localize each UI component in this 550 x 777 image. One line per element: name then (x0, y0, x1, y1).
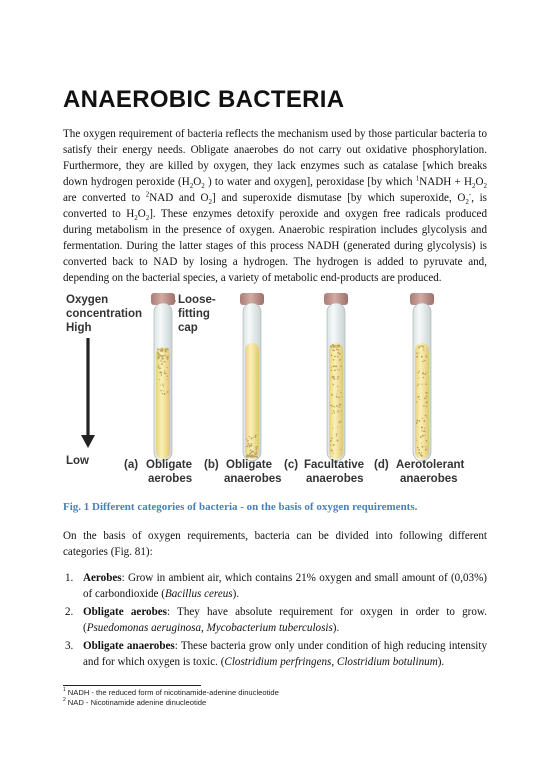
footnotes (63, 688, 279, 708)
tube-name-line1: Obligate (146, 459, 193, 471)
colony-dot (421, 452, 422, 453)
colony-dot (337, 440, 339, 442)
colony-dot (339, 369, 340, 370)
colony-dot (163, 358, 164, 359)
colony-dot (162, 361, 163, 362)
colony-dot (167, 375, 169, 377)
colony-dot (161, 348, 162, 349)
tube-name-line1: Facultative (304, 459, 365, 471)
colony-dot (332, 344, 334, 346)
species-name: Psuedomonas aeruginosa (86, 622, 202, 634)
colony-dot (418, 449, 420, 451)
colony-dot (424, 430, 426, 432)
colony-dot (164, 393, 165, 394)
tube-caption-a (124, 459, 192, 485)
colony-dot (337, 356, 339, 358)
colony-dot (253, 437, 254, 438)
colony-dot (421, 454, 422, 455)
colony-dot (418, 346, 420, 348)
colony-dot (167, 391, 169, 393)
list-text: : Grow in ambient air, which contains 21% oxygen and small amount of (0,03%) of carbondioxide ( (83, 572, 487, 600)
list-sep: , (331, 656, 337, 668)
intro-text: NAD and O (149, 192, 209, 205)
list-term: Obligate anaerobes (83, 640, 175, 652)
colony-dot (333, 444, 335, 446)
tube-name-line1: Aerotolerant (396, 459, 465, 471)
footnote-1 (63, 688, 279, 698)
colony-dot (417, 372, 418, 373)
colony-dot (418, 452, 420, 454)
colony-dot (426, 417, 427, 418)
colony-dot (159, 368, 160, 369)
subscript: 2 (189, 182, 194, 191)
list-text: : They have absolute requirement for oxygen in order to grow. ( (83, 606, 487, 634)
colony-dot (423, 377, 425, 379)
colony-dot (338, 349, 340, 351)
colony-dot (249, 446, 251, 448)
colony-dot (162, 393, 163, 394)
colony-dot (333, 349, 335, 351)
list-number: 2. (65, 606, 74, 618)
colony-dot (336, 396, 338, 398)
subscript: 2 (201, 182, 205, 191)
colony-dot (160, 368, 161, 369)
colony-dot (426, 392, 428, 394)
colony-dot (247, 440, 249, 442)
colony-dot (340, 365, 342, 367)
colony-dot (420, 436, 422, 438)
colony-dot (331, 413, 332, 414)
figure-caption: Fig. 1 Different categories of bacteria - on the basis of oxygen requirements. (63, 501, 418, 513)
colony-dot (423, 350, 424, 351)
colony-dot (330, 440, 332, 442)
tube-caption-c (284, 459, 364, 485)
colony-dot (336, 435, 337, 436)
colony-dot (165, 373, 167, 375)
colony-dot (421, 430, 422, 431)
list-item (63, 570, 487, 602)
colony-dot (426, 447, 427, 448)
colony-dot (417, 396, 419, 398)
page-title: ANAEROBIC BACTERIA (63, 86, 345, 113)
footnote-2 (63, 698, 279, 708)
colony-dot (255, 437, 256, 438)
categories-paragraph: On the basis of oxygen requirements, bacteria can be divided into following different categories (Fig. 81): (63, 530, 487, 558)
colony-dot (337, 347, 338, 348)
intro-text: ] and superoxide dismutase [by which superoxide, O (212, 192, 466, 205)
colony-dot (421, 356, 423, 358)
colony-dot (331, 355, 333, 357)
colony-dot (422, 345, 424, 347)
high-label: High (66, 322, 92, 334)
colony-dot (425, 415, 427, 417)
colony-dot (424, 360, 425, 361)
colony-dot (158, 365, 159, 366)
colony-dot (255, 434, 257, 436)
colony-dot (427, 402, 428, 403)
colony-dot (255, 451, 257, 453)
tube-c (324, 293, 348, 461)
cap-label-2: fitting (178, 308, 210, 320)
tube-name-line2: aerobes (148, 473, 193, 485)
low-label: Low (66, 455, 89, 467)
colony-dot (425, 446, 426, 447)
colony-dot (160, 360, 161, 361)
colony-dot (416, 440, 417, 441)
intro-text: NADH + H (419, 176, 472, 189)
tube-a (151, 293, 175, 461)
subscript: 2 (134, 214, 138, 223)
footnote-mark: 1 (63, 687, 66, 694)
colony-dot (337, 386, 338, 387)
colony-dot (423, 420, 425, 422)
colony-dot (419, 371, 420, 372)
colony-dot (249, 436, 250, 437)
colony-dot (166, 379, 167, 380)
colony-dot (254, 453, 255, 454)
colony-dot (341, 411, 342, 412)
colony-dot (340, 421, 341, 422)
colony-dot (334, 412, 335, 413)
list-term: Obligate aerobes (83, 606, 167, 618)
colony-dot (330, 456, 331, 457)
colony-dot (163, 385, 164, 386)
colony-dot (160, 385, 161, 386)
colony-dot (254, 455, 256, 457)
colony-dot (416, 422, 418, 424)
colony-dot (422, 418, 423, 419)
colony-dot (332, 349, 333, 350)
colony-dot (256, 456, 258, 458)
colony-dot (246, 438, 247, 439)
colony-dot (339, 353, 341, 355)
colony-dot (165, 348, 166, 349)
colony-dot (424, 435, 425, 436)
colony-dot (160, 350, 162, 352)
colony-dot (250, 451, 251, 452)
colony-dot (157, 352, 159, 354)
intro-text: ]. These enzymes detoxify peroxide and oxygen free radicals produced during metabolism in the presence of oxygen. Anaerobic respiration includes glycolysis and fermentation. During the latter stages of this process NADH (generated during glycolysis) is converted back to NAD by losing a hydrogen. The hydrogen is added to pyruvate and, depending on the bacterial species, a variety of metabolic end-products are produced. (63, 208, 487, 285)
footnote-mark: 2 (63, 697, 66, 704)
colony-dot (339, 359, 340, 360)
colony-dot (332, 376, 334, 378)
tube-media (245, 343, 259, 459)
colony-dot (330, 444, 331, 445)
oxygen-label: Oxygen (66, 294, 109, 306)
footnote-ref: 2 (145, 190, 150, 199)
colony-dot (421, 446, 423, 448)
colony-dot (248, 455, 250, 457)
colony-dot (333, 410, 335, 412)
colony-dot (331, 346, 332, 347)
intro-text: , is converted to H (63, 192, 487, 221)
tube-letter: (d) (374, 459, 389, 471)
tube-caption-d (374, 459, 465, 485)
colony-dot (250, 456, 251, 457)
colony-dot (417, 385, 418, 386)
colony-dot (330, 345, 332, 347)
gradient-arrow-icon (81, 338, 95, 448)
colony-dot (425, 449, 427, 451)
colony-dot (335, 345, 336, 346)
colony-dot (417, 447, 419, 449)
subscript: 2 (465, 198, 469, 207)
intro-paragraph (63, 126, 487, 286)
colony-dot (249, 449, 251, 451)
colony-dot (160, 390, 161, 391)
subscript: 2 (483, 182, 487, 191)
colony-dot (426, 440, 428, 442)
colony-dot (167, 358, 169, 360)
colony-dot (337, 369, 338, 370)
colony-dot (158, 349, 159, 350)
colony-dot (159, 349, 160, 350)
colony-dot (337, 410, 339, 412)
colony-dot (337, 352, 339, 354)
colony-dot (250, 455, 252, 457)
colony-dot (426, 396, 428, 398)
colony-dot (418, 378, 419, 379)
tube-d (410, 293, 434, 461)
colony-dot (338, 406, 340, 408)
species-name: Clostridium perfringens (224, 656, 332, 668)
colony-dot (421, 427, 423, 429)
colony-dot (416, 401, 417, 402)
colony-dot (425, 373, 427, 375)
colony-dot (422, 372, 424, 374)
footnote-divider (63, 685, 201, 686)
colony-dot (164, 372, 166, 374)
colony-dot (332, 428, 333, 429)
colony-dot (253, 455, 254, 456)
colony-dot (336, 348, 338, 350)
colony-dot (333, 378, 335, 380)
subscript: 2 (471, 182, 476, 191)
tube-name-line2: anaerobes (400, 473, 458, 485)
list-end: ). (437, 656, 445, 668)
list-text: : These bacteria grow only under condition of high reducing intensity and for which oxygen is toxic. ( (83, 640, 487, 668)
intro-text: O (193, 176, 202, 189)
colony-dot (162, 355, 164, 357)
colony-dot (418, 352, 419, 353)
colony-dot (338, 397, 340, 399)
colony-dot (333, 452, 334, 453)
colony-dot (416, 420, 418, 422)
colony-dot (337, 378, 338, 379)
footnote-text: NAD - Nicotinamide adenine dinucleotide (67, 698, 207, 707)
colony-dot (419, 399, 420, 400)
colony-dot (335, 347, 336, 348)
colony-dot (420, 454, 422, 456)
species-name: Bacillus cereus (164, 588, 233, 600)
colony-dot (424, 428, 425, 429)
colony-dot (418, 384, 419, 385)
footnote-ref: 1 (415, 174, 420, 183)
colony-dot (255, 446, 256, 447)
colony-dot (333, 346, 335, 348)
colony-dot (332, 406, 333, 407)
colony-dot (426, 356, 428, 358)
colony-dot (164, 361, 165, 362)
list-sep: , (201, 622, 207, 634)
colony-dot (250, 443, 252, 445)
species-name: Mycobacterium tuberculosis (206, 622, 333, 634)
colony-dot (247, 445, 248, 446)
colony-dot (166, 356, 168, 358)
colony-dot (164, 370, 165, 371)
colony-dot (420, 345, 422, 347)
intro-text: are converted to (63, 192, 146, 205)
colony-dot (331, 367, 332, 368)
colony-dot (167, 349, 169, 351)
colony-dot (161, 374, 162, 375)
tube-name-line1: Obligate (226, 459, 273, 471)
colony-dot (164, 355, 166, 357)
colony-dot (337, 376, 339, 378)
list-number: 3. (65, 640, 74, 652)
tube-name-line2: anaerobes (306, 473, 364, 485)
colony-dot (159, 354, 161, 356)
colony-dot (341, 397, 342, 398)
colony-dot (416, 353, 418, 355)
colony-dot (422, 435, 424, 437)
list-item (63, 638, 487, 670)
colony-dot (333, 359, 335, 361)
colony-dot (340, 449, 341, 450)
colony-dot (340, 392, 341, 393)
colony-dot (426, 406, 427, 407)
colony-dot (159, 379, 160, 380)
requirement-list (63, 570, 487, 672)
colony-dot (165, 351, 167, 353)
colony-dot (246, 455, 248, 457)
colony-dot (334, 370, 336, 372)
colony-dot (423, 405, 425, 407)
superscript: - (468, 190, 472, 199)
colony-dot (421, 443, 422, 444)
colony-dot (166, 367, 167, 368)
tube-media (156, 347, 170, 459)
colony-dot (248, 443, 250, 445)
colony-dot (423, 431, 424, 432)
list-term: Aerobes (83, 572, 122, 584)
colony-dot (161, 356, 163, 358)
colony-dot (332, 438, 333, 439)
colony-dot (416, 356, 418, 358)
footnote-text: NADH - the reduced form of nicotinamide-adenine dinucleotide (67, 688, 279, 697)
intro-text: O (475, 176, 484, 189)
tube-letter: (b) (204, 459, 219, 471)
colony-dot (336, 433, 338, 435)
colony-dot (157, 356, 159, 358)
colony-dot (336, 366, 338, 368)
tube-b (240, 293, 264, 461)
list-item (63, 604, 487, 636)
colony-dot (334, 356, 336, 358)
colony-dot (333, 365, 335, 367)
cap-label-1: Loose- (178, 294, 216, 306)
colony-dot (332, 450, 333, 451)
species-name: Clostridium botulinum (336, 656, 438, 668)
tube-letter: (a) (124, 459, 139, 471)
concentration-label: concentration (66, 308, 143, 320)
colony-dot (423, 348, 424, 349)
colony-dot (250, 453, 251, 454)
cap-label-3: cap (178, 322, 198, 334)
colony-dot (337, 427, 338, 428)
oxygen-requirement-figure (66, 285, 476, 495)
list-end: ). (332, 622, 340, 634)
colony-dot (331, 405, 332, 406)
intro-text: O (137, 208, 146, 221)
colony-dot (339, 344, 340, 345)
colony-dot (160, 372, 162, 374)
colony-dot (162, 383, 163, 384)
list-end: ). (232, 588, 240, 600)
colony-dot (331, 370, 333, 372)
tube-name-line2: anaerobes (224, 473, 282, 485)
list-number: 1. (65, 572, 74, 584)
colony-dot (426, 372, 427, 373)
figure-illustration (66, 285, 476, 495)
colony-dot (422, 361, 424, 363)
tube-media (415, 343, 429, 459)
colony-dot (162, 349, 163, 350)
colony-dot (425, 383, 427, 385)
colony-dot (158, 358, 159, 359)
colony-dot (336, 405, 338, 407)
colony-dot (425, 398, 427, 400)
colony-dot (331, 347, 332, 348)
colony-dot (338, 390, 339, 391)
colony-dot (161, 363, 163, 365)
colony-dot (333, 384, 334, 385)
tube-caption-b (204, 459, 282, 485)
tube-letter: (c) (284, 459, 299, 471)
colony-dot (419, 420, 421, 422)
colony-dot (422, 384, 423, 385)
colony-dot (161, 358, 163, 360)
colony-dot (340, 404, 342, 406)
colony-dot (334, 406, 335, 407)
colony-dot (339, 421, 341, 423)
colony-dot (331, 394, 333, 396)
colony-dot (336, 393, 337, 394)
subscript: 2 (208, 198, 213, 207)
colony-dot (158, 366, 159, 367)
intro-text: ) to water and oxygen], peroxidase [by which (204, 176, 416, 189)
colony-dot (163, 390, 164, 391)
colony-dot (250, 438, 252, 440)
intro-text: The oxygen requirement of bacteria reflects the mechanism used by those particular bacteria to satisfy their energy needs. Obligate anaerobes do not carry out oxidative phosphorylation. Furthermore, they are killed by oxygen, they lack enzymes such as catalase [which breaks down hydrogen peroxide (H (63, 128, 487, 189)
colony-dot (255, 448, 257, 450)
subscript: 2 (145, 214, 150, 223)
colony-dot (251, 445, 252, 446)
